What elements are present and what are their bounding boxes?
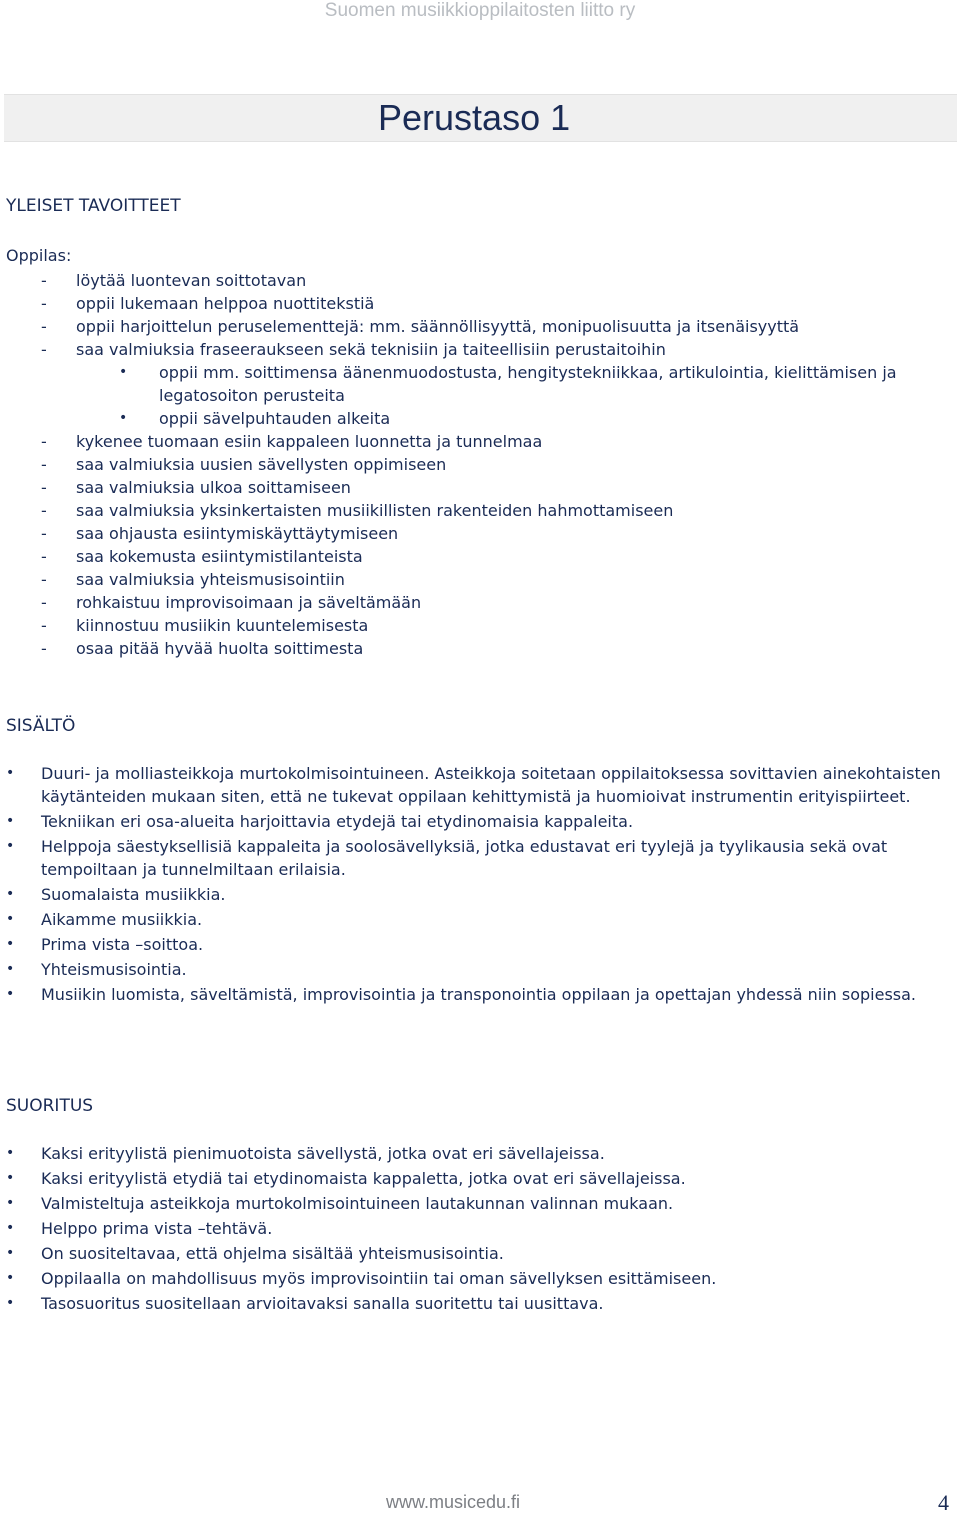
content-item-text: Musiikin luomista, säveltämistä, improvisointia ja transponointia oppilaan ja opettajan yhdessä niin sopiessa.	[41, 985, 917, 1004]
performance-item	[6, 1167, 941, 1190]
dash-marker: -	[41, 271, 47, 290]
goal-item	[41, 269, 941, 292]
bullet-icon: •	[119, 364, 128, 380]
content-item-text: Suomalaista musiikkia.	[41, 885, 226, 904]
bullet-icon: •	[6, 1170, 15, 1186]
performance-item	[6, 1142, 941, 1165]
dash-marker: -	[41, 455, 47, 474]
goal-item-text: oppii lukemaan helppoa nuottitekstiä	[76, 294, 375, 313]
performance-heading: SUORITUS	[6, 1096, 94, 1116]
bullet-icon: •	[6, 1220, 15, 1236]
performance-item-text: Helppo prima vista –tehtävä.	[41, 1219, 273, 1238]
page-number: 4	[938, 1490, 949, 1515]
bullet-icon: •	[6, 911, 15, 927]
goal-item-text: oppii sävelpuhtauden alkeita	[159, 409, 391, 428]
goal-item	[41, 361, 941, 407]
goal-item-text: saa valmiuksia yksinkertaisten musiikillisten rakenteiden hahmottamiseen	[76, 501, 674, 520]
dash-marker: -	[41, 524, 47, 543]
content-item	[6, 958, 941, 981]
dash-marker: -	[41, 340, 47, 359]
bullet-icon: •	[6, 1245, 15, 1261]
goal-item	[41, 407, 941, 430]
dash-marker: -	[41, 593, 47, 612]
goal-item	[41, 522, 941, 545]
performance-item	[6, 1267, 941, 1290]
performance-item-text: Tasosuoritus suositellaan arvioitavaksi sanalla suoritettu tai uusittava.	[41, 1294, 604, 1313]
page-title: Perustaso 1	[378, 97, 571, 138]
bullet-icon: •	[6, 1270, 15, 1286]
content-item-text: Helppoja säestyksellisiä kappaleita ja soolosävellyksiä, jotka edustavat eri tyylejä ja tyylikausia sekä ovat tempoiltaan ja tunnelmiltaan erilaisia.	[41, 837, 888, 879]
dash-marker: -	[41, 432, 47, 451]
content-item-text: Yhteismusisointia.	[41, 960, 187, 979]
bullet-icon: •	[6, 986, 15, 1002]
goal-item	[41, 453, 941, 476]
goal-item-text: saa valmiuksia yhteismusisointiin	[76, 570, 345, 589]
goal-item-text: rohkaistuu improvisoimaan ja säveltämään	[76, 593, 422, 612]
goal-item	[41, 499, 941, 522]
goal-item	[41, 637, 941, 660]
goal-item-text: löytää luontevan soittotavan	[76, 271, 307, 290]
performance-item-text: Oppilaalla on mahdollisuus myös improvisointiin tai oman sävellyksen esittämiseen.	[41, 1269, 717, 1288]
goal-item-text: saa valmiuksia ulkoa soittamiseen	[76, 478, 351, 497]
goal-item-text: saa valmiuksia fraseeraukseen sekä teknisiin ja taiteellisiin perustaitoihin	[76, 340, 666, 359]
goal-item	[41, 315, 941, 338]
goal-item-text: kykenee tuomaan esiin kappaleen luonnetta ja tunnelmaa	[76, 432, 543, 451]
bullet-icon: •	[6, 765, 15, 781]
dash-marker: -	[41, 294, 47, 313]
goal-item	[41, 614, 941, 637]
dash-marker: -	[41, 639, 47, 658]
bullet-icon: •	[6, 1295, 15, 1311]
goal-item	[41, 591, 941, 614]
performance-item	[6, 1242, 941, 1265]
goals-heading: YLEISET TAVOITTEET	[6, 196, 181, 216]
goal-item-text: oppii mm. soittimensa äänenmuodostusta, hengitystekniikkaa, artikulointia, kielittämisen ja legatosoiton perusteita	[159, 363, 897, 405]
performance-item-text: Kaksi erityylistä etydiä tai etydinomaista kappaletta, jotka ovat eri sävellajeissa.	[41, 1169, 686, 1188]
dash-marker: -	[41, 616, 47, 635]
bullet-icon: •	[6, 838, 15, 854]
dash-marker: -	[41, 317, 47, 336]
performance-item-text: On suositeltavaa, että ohjelma sisältää yhteismusisointia.	[41, 1244, 504, 1263]
content-item-text: Duuri- ja molliasteikkoja murtokolmisointuineen. Asteikkoja soitetaan oppilaitoksessa sovittavien ainekohtaisten käytänteiden mukaan siten, että ne tukevat oppilaan kehittymistä ja huomioivat instrumentin erityispiirteet.	[41, 764, 941, 806]
content-item	[6, 908, 941, 931]
goal-item	[41, 430, 941, 453]
content-item	[6, 810, 941, 833]
goal-item	[41, 338, 941, 361]
bullet-icon: •	[119, 410, 128, 426]
goal-item-text: saa valmiuksia uusien sävellysten oppimiseen	[76, 455, 447, 474]
performance-item-text: Kaksi erityylistä pienimuotoista sävellystä, jotka ovat eri sävellajeissa.	[41, 1144, 605, 1163]
goal-item	[41, 292, 941, 315]
dash-marker: -	[41, 547, 47, 566]
goals-list	[41, 269, 941, 660]
dash-marker: -	[41, 501, 47, 520]
content-heading: SISÄLTÖ	[6, 716, 76, 736]
goal-item-text: saa kokemusta esiintymistilanteista	[76, 547, 363, 566]
goal-item-text: saa ohjausta esiintymiskäyttäytymiseen	[76, 524, 399, 543]
content-item	[6, 835, 941, 881]
footer-url[interactable]: www.musicedu.fi	[386, 1492, 521, 1512]
performance-item	[6, 1292, 941, 1315]
content-item	[6, 933, 941, 956]
content-item-text: Tekniikan eri osa-alueita harjoittavia etydejä tai etydinomaisia kappaleita.	[41, 812, 634, 831]
goal-item	[41, 568, 941, 591]
goals-intro: Oppilas:	[6, 246, 72, 265]
goal-item-text: osaa pitää hyvää huolta soittimesta	[76, 639, 364, 658]
dash-marker: -	[41, 570, 47, 589]
header-organization: Suomen musiikkioppilaitosten liitto ry	[324, 0, 636, 21]
content-item	[6, 883, 941, 906]
goal-item	[41, 476, 941, 499]
bullet-icon: •	[6, 936, 15, 952]
performance-item-text: Valmisteltuja asteikkoja murtokolmisointuineen lautakunnan valinnan mukaan.	[41, 1194, 674, 1213]
bullet-icon: •	[6, 1195, 15, 1211]
bullet-icon: •	[6, 813, 15, 829]
content-list	[6, 762, 941, 1008]
goal-item-text: oppii harjoittelun peruselementtejä: mm. säännöllisyyttä, monipuolisuutta ja itsenäisyyttä	[76, 317, 800, 336]
content-item	[6, 762, 941, 808]
content-item-text: Aikamme musiikkia.	[41, 910, 203, 929]
performance-item	[6, 1217, 941, 1240]
content-item	[6, 983, 941, 1006]
bullet-icon: •	[6, 886, 15, 902]
bullet-icon: •	[6, 1145, 15, 1161]
dash-marker: -	[41, 478, 47, 497]
performance-list	[6, 1142, 941, 1317]
goal-item-text: kiinnostuu musiikin kuuntelemisesta	[76, 616, 369, 635]
bullet-icon: •	[6, 961, 15, 977]
goal-item	[41, 545, 941, 568]
content-item-text: Prima vista –soittoa.	[41, 935, 204, 954]
performance-item	[6, 1192, 941, 1215]
